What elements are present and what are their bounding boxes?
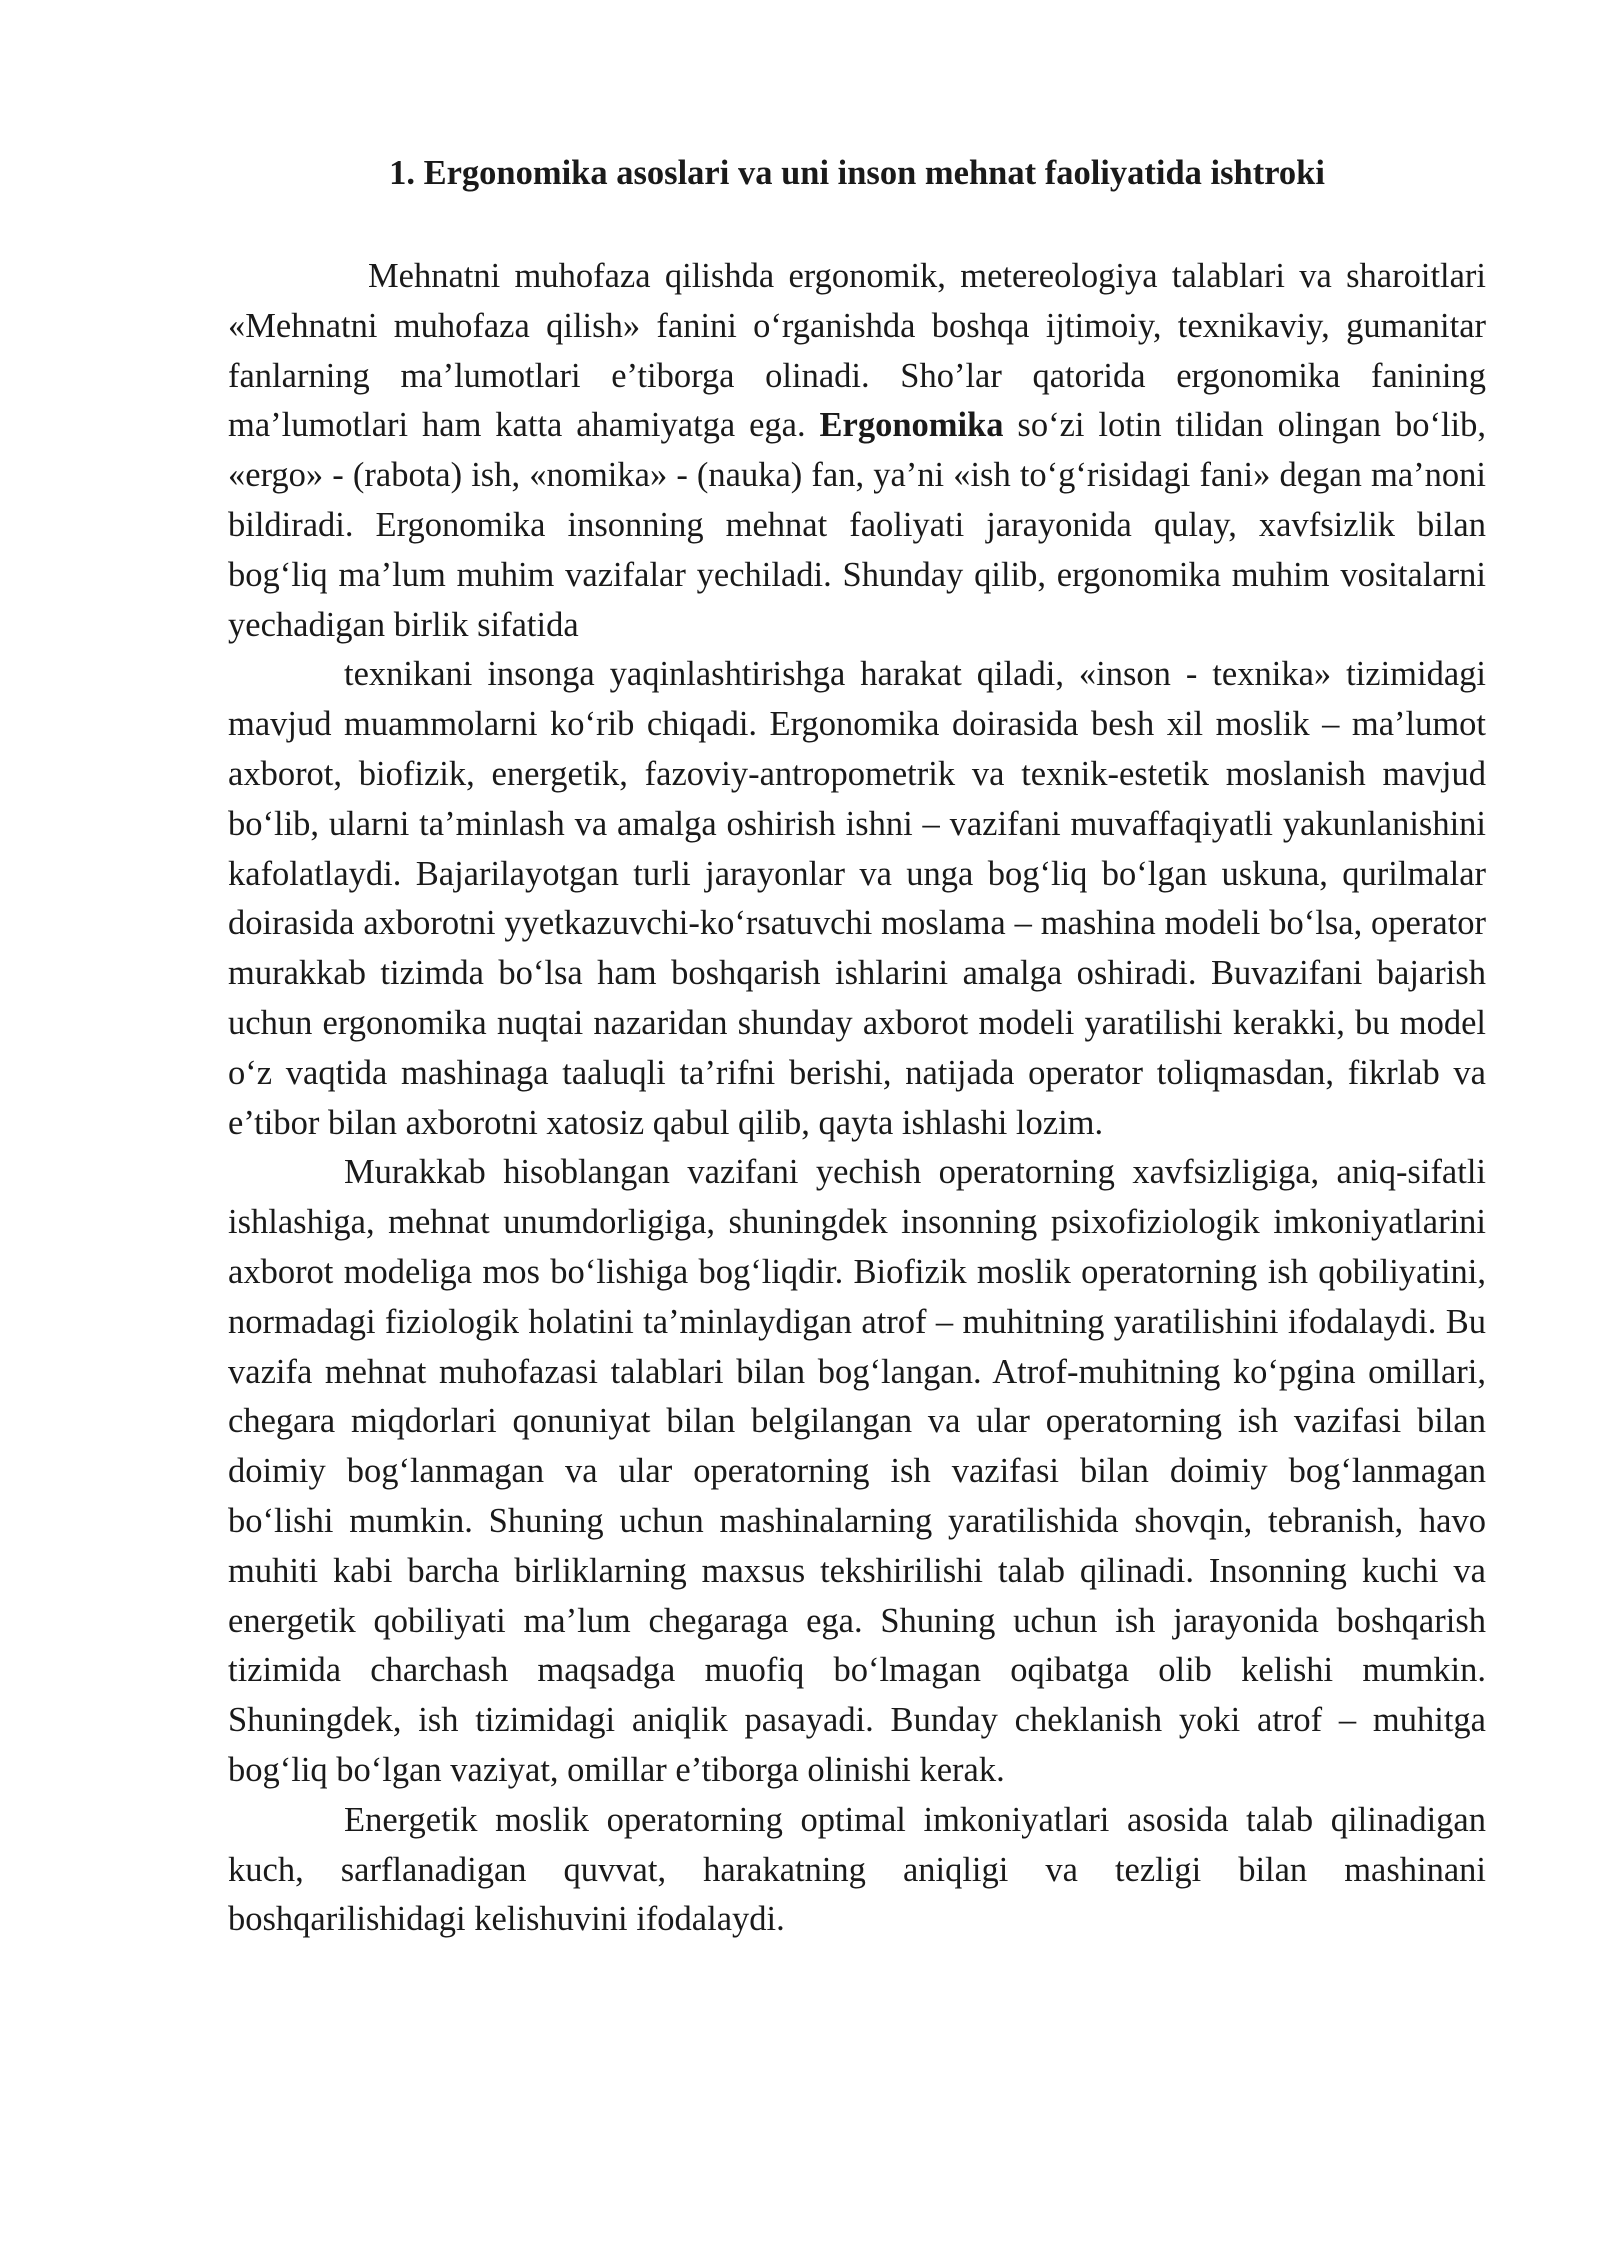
document-title: 1. Ergonomika asoslari va uni inson mehnat faoliyatida ishtroki — [389, 154, 1325, 192]
paragraph-1-text-a: Mehnatni muhofaza qilishda ergonomik, metereologiya talablari va sharoitlari «Mehnatni muhofaza qilish» fanini o‘rganishda boshqa ijtimoiy, texnikaviy, gumanitar fanlarning ma’lumotlari e’tiborga olinadi. Sho’lar qatorida ergonomika fanining ma’lumotlari ham katta ahamiyatga ega. — [228, 257, 1486, 445]
paragraph-4: Energetik moslik operatorning optimal imkoniyatlari asosida talab qilinadigan kuch, sarflanadigan quvvat, harakatning aniqligi va tezligi bilan mashinani boshqarilishidagi kelishuvini ifodalaydi. — [228, 1800, 1486, 1939]
paragraph-3: Murakkab hisoblangan vazifani yechish operatorning xavfsizligiga, aniq-sifatli ishlashiga, mehnat unumdorligiga, shuningdek insonning psixofiziologik imkoniyatlarini axborot modeliga mos bo‘lishiga bog‘liqdir. Biofizik moslik operatorning ish qobiliyatini, normadagi fiziologik holatini ta’minlaydigan atrof – muhitning yaratilishini ifodalaydi. Bu vazifa mehnat muhofazasi talablari bilan bog‘langan. Atrof-muhitning ko‘pgina omillari, chegara miqdorlari qonuniyat bilan belgilangan va ular operatorning ish vazifasi bilan doimiy bog‘lanmagan va ular operatorning ish vazifasi bilan doimiy bog‘lanmagan bo‘lishi mumkin. Shuning uchun mashinalarning yaratilishida shovqin, tebranish, havo muhiti kabi barcha birliklarning maxsus tekshirilishi talab qilinadi. Insonning kuchi va energetik qobiliyati ma’lum chegaraga ega. Shuning uchun ish jarayonida boshqarish tizimida charchash maqsadga muofiq bo‘lmagan oqibatga olib kelishi mumkin. Shuningdek, ish tizimidagi aniqlik pasayadi. Bunday cheklanish yoki atrof – muhitga bog‘liq bo‘lgan vaziyat, omillar e’tiborga olinishi kerak. — [228, 1153, 1486, 1789]
paragraph-1 — [228, 252, 1486, 650]
paragraph-2: texnikani insonga yaqinlashtirishga harakat qiladi, «inson - texnika» tizimidagi mavjud muammolarni ko‘rib chiqadi. Ergonomika doirasida besh xil moslik – ma’lumot axborot, biofizik, energetik, fazoviy-antropometrik va texnik-estetik moslanish mavjud bo‘lib, ularni ta’minlash va amalga oshirish ishni – vazifani muvaffaqiyatli yakunlanishini kafolatlaydi. Bajarilayotgan turli jarayonlar va unga bog‘liq bo‘lgan uskuna, qurilmalar doirasida axborotni yyetkazuvchi-ko‘rsatuvchi moslama – mashina modeli bo‘lsa, operator murakkab tizimda bo‘lsa ham boshqarish ishlarini amalga oshiradi. Buvazifani bajarish uchun ergonomika nuqtai nazaridan shunday axborot modeli yaratilishi kerakki, bu model o‘z vaqtida mashinaga taaluqli ta’rifni berishi, natijada operator toliqmasdan, fikrlab va e’tibor bilan axborotni xatosiz qabul qilib, qayta ishlashi lozim. — [228, 655, 1486, 1142]
paragraph-1-text-b: so‘zi lotin tilidan olingan bo‘lib, «ergo» - (rabota) ish, «nomika» - (nauka) fan, ya’ni «ish to‘g‘risidagi fani» degan ma’noni bildiradi. Ergonomika insonning mehnat faoliyati jarayonida qulay, xavfsizlik bilan bog‘liq ma’lum muhim vazifalar yechiladi. Shunday qilib, ergonomika muhim vositalarni yechadigan birlik sifatida — [228, 406, 1486, 644]
document-page — [228, 148, 1486, 1945]
term-ergonomika: Ergonomika — [819, 406, 1004, 445]
